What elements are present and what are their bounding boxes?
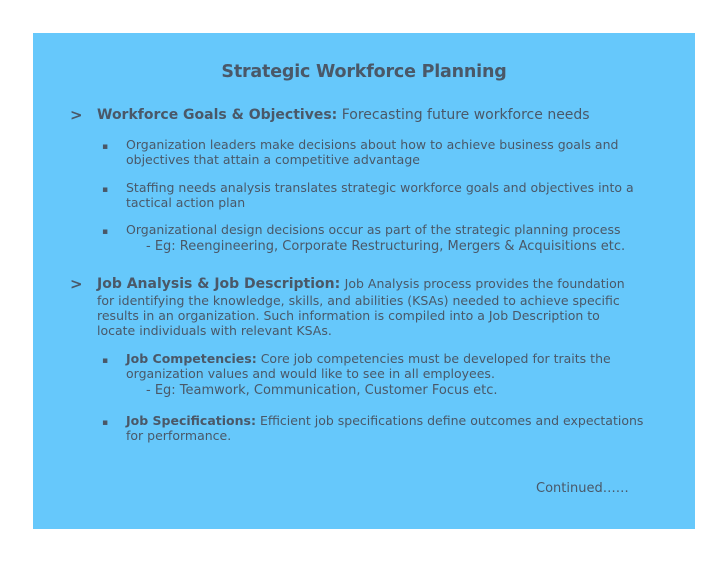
example-line: - Eg: Reengineering, Corporate Restructuring, Mergers & Acquisitions etc. (146, 239, 626, 254)
paragraph-line: for identifying the knowledge, skills, and abilities (KSAs) needed to achieve specific (97, 293, 620, 308)
bullet-line: objectives that attain a competitive advantage (126, 152, 420, 167)
bullet-text: Core job competencies must be developed for traits the (260, 351, 611, 366)
section-text: Job Analysis process provides the foundation (344, 276, 625, 291)
bullet-line: Organization leaders make decisions about how to achieve business goals and (126, 137, 619, 152)
bullet-line (126, 351, 611, 366)
bullet-marker: ▪ (102, 356, 109, 366)
section-heading: Workforce Goals & Objectives: (97, 107, 338, 123)
section-heading-line (97, 107, 590, 123)
bullet-line: for performance. (126, 428, 232, 443)
bullet-marker: ▪ (102, 418, 109, 428)
section-marker: > (70, 275, 83, 293)
bullet-marker: ▪ (102, 185, 109, 195)
example-line: - Eg: Teamwork, Communication, Customer Focus etc. (146, 383, 498, 398)
bullet-line: organization values and would like to see in all employees. (126, 366, 495, 381)
slide-title: Strategic Workforce Planning (221, 62, 507, 82)
bullet-marker: ▪ (102, 227, 109, 237)
bullet-line (126, 413, 643, 428)
slide-panel (33, 33, 695, 529)
continued-label: Continued…… (536, 481, 629, 496)
section-heading: Job Analysis & Job Description: (97, 276, 341, 292)
section-heading-line (97, 276, 625, 292)
bullet-marker: ▪ (102, 142, 109, 152)
paragraph-line: locate individuals with relevant KSAs. (97, 323, 332, 338)
section-text: Forecasting future workforce needs (341, 107, 590, 123)
bullet-heading: Job Specifications: (126, 413, 256, 428)
bullet-line: tactical action plan (126, 195, 246, 210)
bullet-heading: Job Competencies: (126, 351, 257, 366)
paragraph-line: results in an organization. Such information is compiled into a Job Description to (97, 308, 600, 323)
bullet-text: Efficient job specifications define outcomes and expectations (259, 413, 644, 428)
section-marker: > (70, 106, 83, 124)
bullet-line: Staffing needs analysis translates strategic workforce goals and objectives into a (126, 180, 634, 195)
bullet-line: Organizational design decisions occur as part of the strategic planning process (126, 222, 621, 237)
